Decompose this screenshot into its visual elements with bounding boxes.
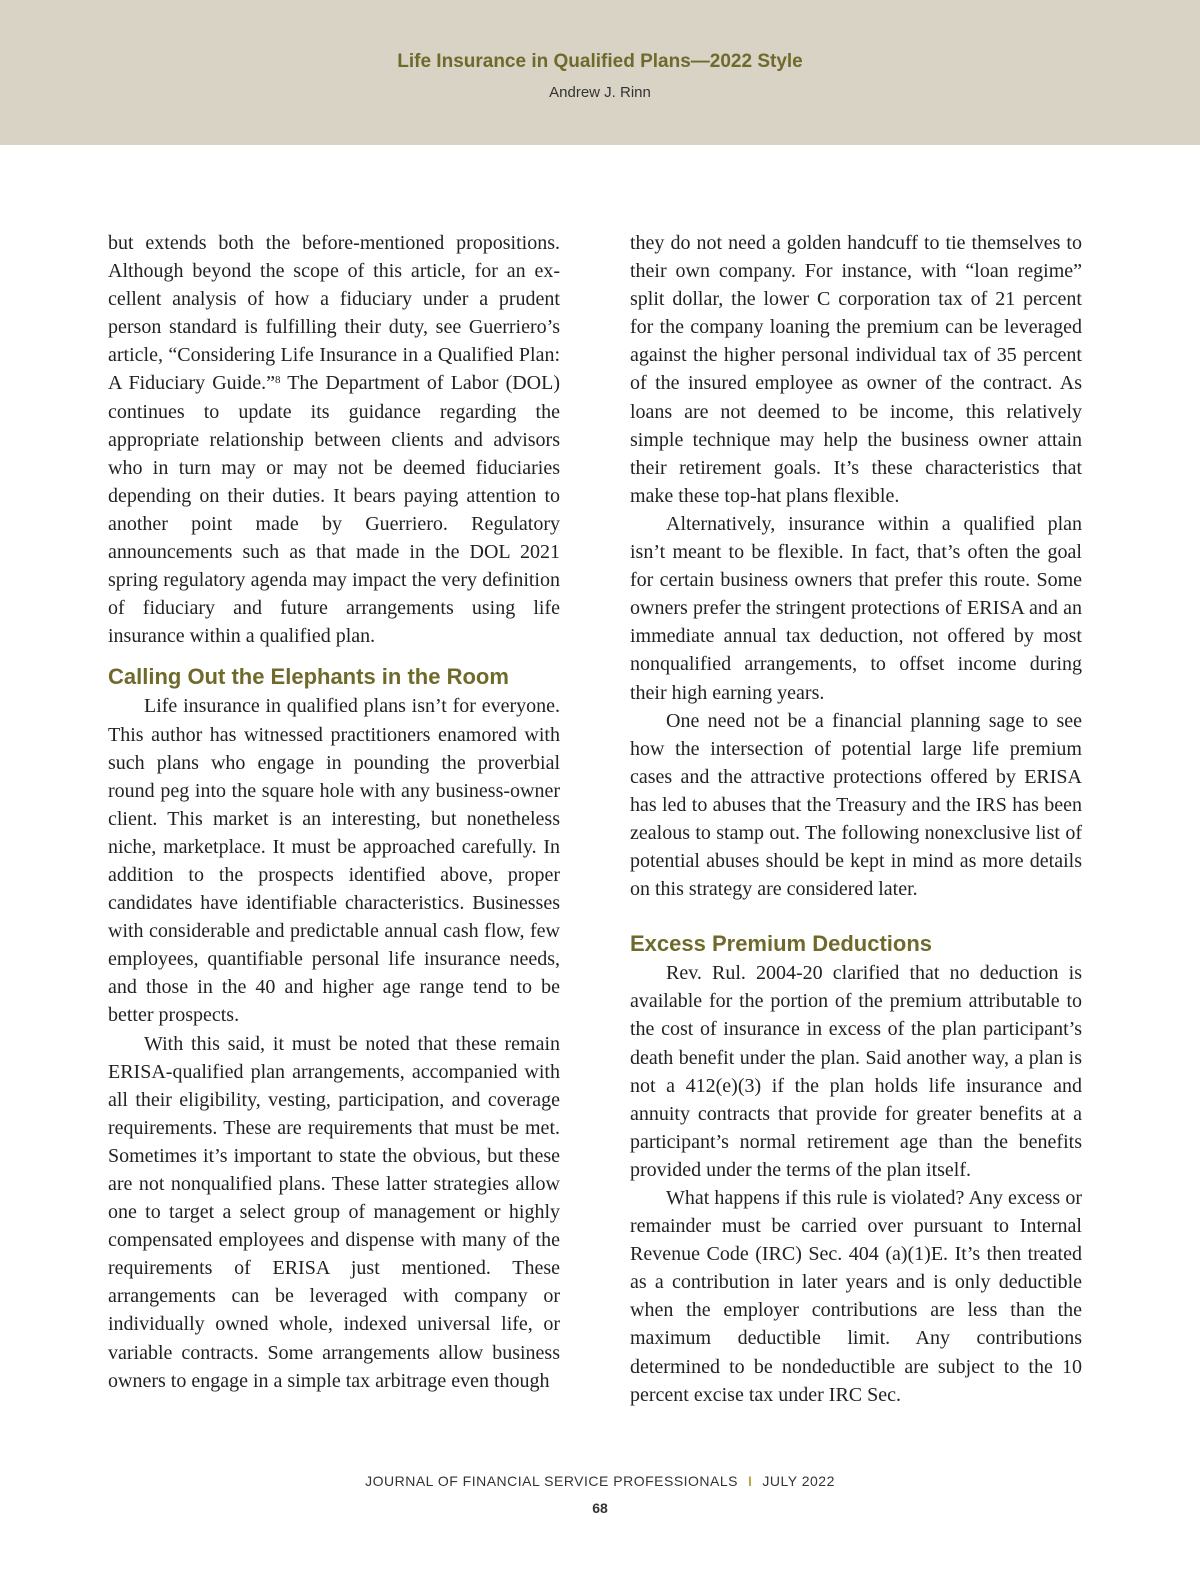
paragraph — [108, 229, 560, 650]
page-number: 68 — [592, 1500, 608, 1516]
paragraph: they do not need a golden handcuff to tie themselves to their own company. For instance, with “loan regime” split dollar, the lower C corporation tax of 21 percent for the company loaning the premium can be leveraged against the higher personal individual tax of 35 percent of the insured employee as owner of the contract. As loans are not deemed to be income, this relatively simple technique may help the business owner attain their retirement goals. It’s these characteristics that make these top-hat plans flexible. — [630, 232, 1082, 507]
article-title: Life Insurance in Qualified Plans—2022 Style — [397, 51, 803, 72]
paragraph: Rev. Rul. 2004-20 clarified that no deduction is available for the portion of the premium attributable to the cost of insurance in excess of the plan participant’s death benefit under the plan. Said another way, a plan is not a 412(e)(3) if the plan holds life insurance and annuity contracts that provide for greater benefits at a participant’s normal retirement age than the benefits provided under the terms of the plan itself. — [630, 962, 1082, 1181]
page-footer — [0, 1473, 1200, 1489]
paragraph-text: The Department of Labor (DOL) continues to update its guidance regarding the appropriate relationship between clients and advisors who in turn may or may not be deemed fiduciaries depending on their duties. It bears paying attention to another point made by Guerriero. Regulatory announcements such as that made in the DOL 2021 spring regulatory agenda may impact the very definition of fiduciary and future arrangements using life insurance within a qualified plan. — [108, 372, 560, 648]
article-author: Andrew J. Rinn — [549, 84, 651, 101]
footnote-reference: 8 — [274, 374, 281, 387]
paragraph: What happens if this rule is violated? Any excess or remainder must be carried over pursuant to Internal Revenue Code (IRC) Sec. 404 (a)(1)E. It’s then treated as a contribution in later years and is only deductible when the employer contributions are less than the maximum deductible limit. Any contributions determined to be nondeductible are subject to the 10 percent excise tax under IRC Sec. — [630, 1187, 1082, 1406]
paragraph: Life insurance in qualified plans isn’t for everyone. This author has witnessed practitioners enamored with such plans who engage in pounding the proverbial round peg into the square hole with any business-owner client. This market is an interesting, but nonetheless niche, marketplace. It must be approached carefully. In addition to the prospects identified above, proper candidates have identifiable characteristics. Businesses with considerable and predictable annual cash flow, few employees, quantifiable personal life insurance needs, and those in the 40 and higher age range tend to be better prospects. — [108, 695, 560, 1027]
right-column — [630, 229, 1082, 1409]
footer-separator: I — [748, 1473, 753, 1489]
section-heading: Calling Out the Elephants in the Room — [108, 664, 509, 690]
paragraph: Alternatively, insurance within a qualified plan isn’t meant to be flexible. In fact, that’s often the goal for certain business owners that prefer this route. Some owners prefer the stringent protections of ERISA and an immediate annual tax deduction, not offered by most nonqualified arrangements, to offset income during their high earning years. — [630, 512, 1082, 704]
section-heading: Excess Premium Deductions — [630, 931, 933, 957]
paragraph: With this said, it must be noted that these remain ERISA-qualified plan arrangements, accompanied with all their eligibility, vesting, participation, and coverage requirements. These are requirements that must be met. Sometimes it’s important to state the obvious, but these are not nonqualified plans. These latter strategies allow one to target a select group of management or highly compensated employees and dispense with many of the requirements of ERISA just mentioned. These arrangements can be leveraged with company or individually owned whole, indexed universal life, or variable contracts. Some arrangements allow business owners to engage in a simple tax arbitrage even though — [108, 1032, 560, 1392]
journal-name: JOURNAL OF FINANCIAL SERVICE PROFESSIONALS — [365, 1473, 739, 1489]
issue-date: JULY 2022 — [762, 1473, 835, 1489]
paragraph-text: but extends both the before-mentioned propositions. Although beyond the scope of this article, for an excellent analysis of how a fiduciary under a prudent person standard is fulfilling their duty, see Guerriero’s article, “Considering Life Insurance in a Qualified Plan: A Fiduciary Guide.” — [108, 232, 560, 395]
header-band — [0, 0, 1200, 145]
left-column — [108, 229, 560, 1395]
paragraph: One need not be a financial planning sage to see how the intersection of potential large life premium cases and the attractive protections offered by ERISA has led to abuses that the Treasury and the IRS has been zealous to stamp out. The following nonexclusive list of potential abuses should be kept in mind as more details on this strategy are considered later. — [630, 709, 1082, 901]
